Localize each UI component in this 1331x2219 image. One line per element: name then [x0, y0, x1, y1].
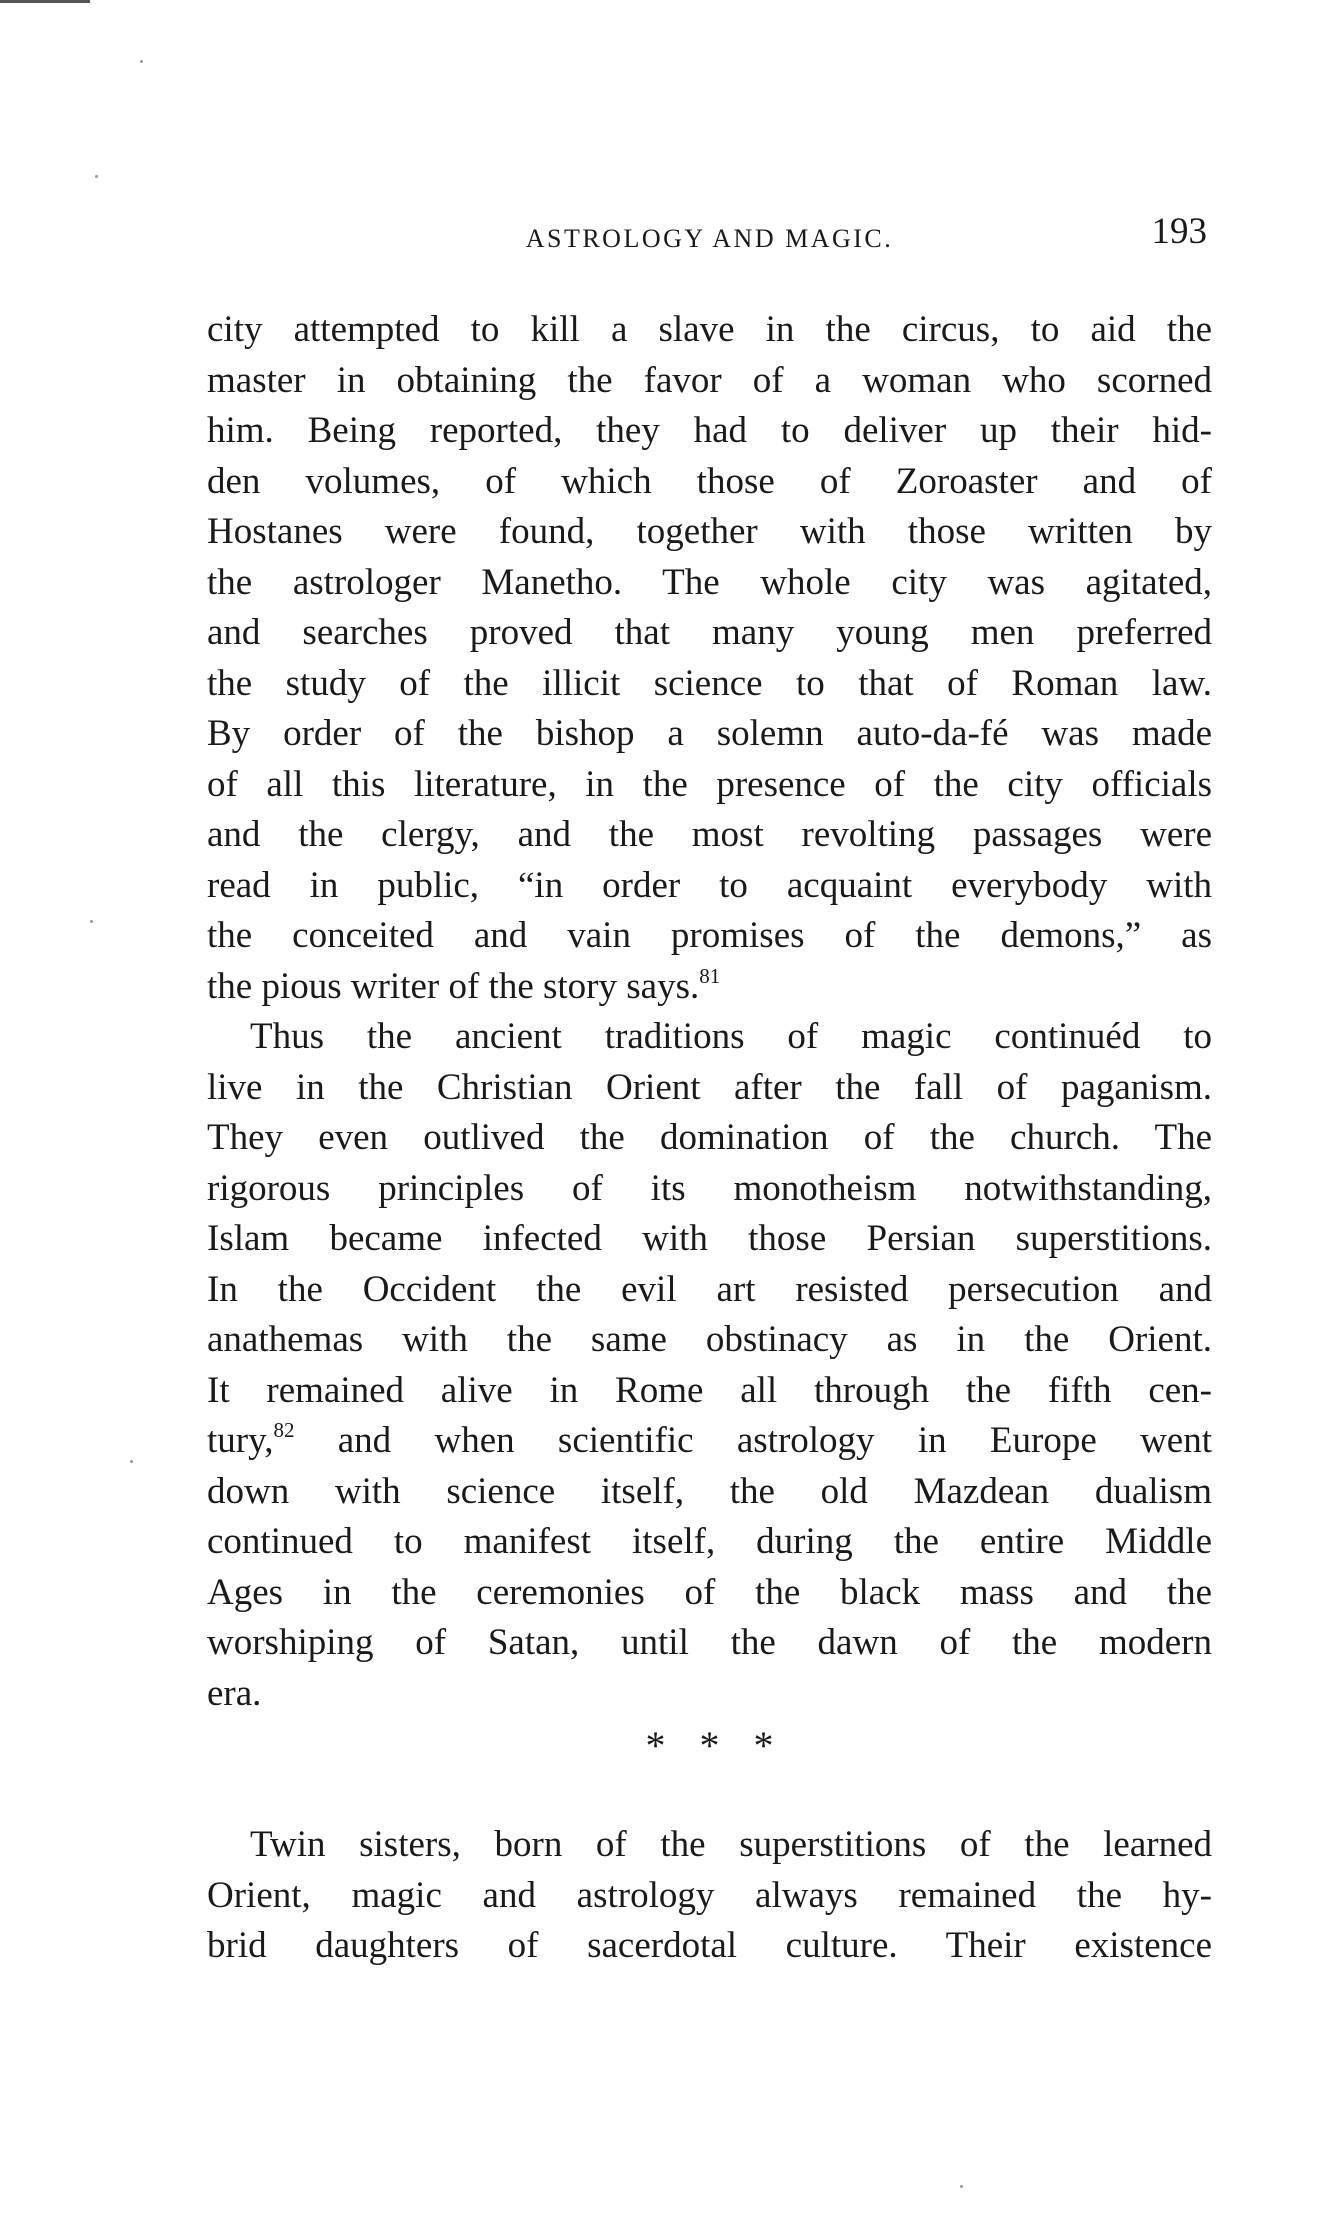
text-line: and searches proved that many young men preferred: [207, 612, 1212, 653]
text-line: Hostanes were found, together with those written by: [207, 511, 1212, 552]
text-line: worshiping of Satan, until the dawn of the modern: [207, 1622, 1212, 1663]
text-line: Twin sisters, born of the superstitions of the learned: [250, 1824, 1212, 1865]
scan-speck: [960, 2185, 963, 2188]
text-line: the astrologer Manetho. The whole city was agitated,: [207, 561, 1212, 603]
paragraph-2: [207, 1012, 1212, 1719]
text-line: continued to manifest itself, during the entire Middle: [207, 1521, 1212, 1562]
text-line: city attempted to kill a slave in the circus, to aid the: [207, 309, 1212, 350]
text-line-content: the pious writer of the story says.: [207, 965, 700, 1007]
scan-speck: [0, 0, 90, 3]
text-line: In the Occident the evil art resisted persecution and: [207, 1268, 1212, 1310]
text-line: read in public, “in order to acquaint everybody with: [207, 864, 1212, 906]
text-line: live in the Christian Orient after the fall of paganism.: [207, 1066, 1212, 1108]
text-line: master in obtaining the favor of a woman who scorned: [207, 359, 1212, 401]
text-line-start: tury,: [207, 1420, 274, 1461]
text-line: brid daughters of sacerdotal culture. Their existence: [207, 1925, 1212, 1966]
text-line: era.: [207, 1672, 262, 1714]
paragraph-3: [207, 1820, 1212, 1972]
text-line: him. Being reported, they had to deliver up their hid-: [207, 410, 1212, 451]
text-line: anathemas with the same obstinacy as in the Orient.: [207, 1319, 1212, 1360]
text-line: Thus the ancient traditions of magic continuéd to: [250, 1016, 1212, 1057]
text-line: and the clergy, and the most revolting passages were: [207, 814, 1212, 855]
text-line: They even outlived the domination of the church. The: [207, 1117, 1212, 1158]
text-line: Islam became infected with those Persian superstitions.: [207, 1218, 1212, 1259]
text-line: down with science itself, the old Mazdean dualism: [207, 1470, 1212, 1512]
scan-speck: [140, 60, 143, 63]
text-line: the conceited and vain promises of the demons,” as: [207, 915, 1212, 956]
text-line: of all this literature, in the presence of the city officials: [207, 763, 1212, 805]
running-head: ASTROLOGY AND MAGIC.: [525, 224, 894, 253]
scan-speck: [90, 920, 93, 923]
footnote-ref-81: 81: [699, 963, 721, 988]
scan-speck: [130, 1460, 133, 1463]
page-header: [207, 210, 1212, 260]
text-line: [207, 962, 1212, 1013]
text-line: Ages in the ceremonies of the black mass and the: [207, 1571, 1212, 1613]
paragraph-1: [207, 305, 1212, 1012]
text-line: the study of the illicit science to that of Roman law.: [207, 662, 1212, 704]
footnote-ref-82: 82: [273, 1418, 295, 1442]
scan-speck: [95, 175, 98, 178]
page-body: [207, 305, 1212, 1719]
text-line-end: and when scientific astrology in Europe went: [294, 1420, 1212, 1461]
section-separator: * * *: [645, 1723, 774, 1768]
text-line: It remained alive in Rome all through the fifth cen-: [207, 1369, 1212, 1411]
text-line: Orient, magic and astrology always remained the hy-: [207, 1874, 1212, 1916]
text-line: By order of the bishop a solemn auto-da-fé was made: [207, 713, 1212, 754]
text-line: rigorous principles of its monotheism notwithstanding,: [207, 1167, 1212, 1209]
text-line: den volumes, of which those of Zoroaster and of: [207, 460, 1212, 502]
text-line: [207, 1416, 1212, 1467]
page-number: 193: [1151, 211, 1207, 252]
